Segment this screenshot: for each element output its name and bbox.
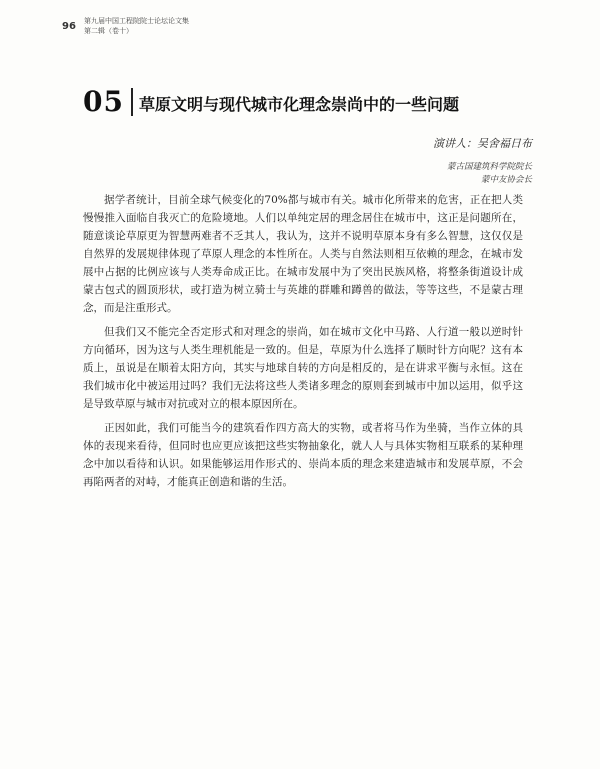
speaker-role-1: 蒙古国建筑科学院院长: [446, 162, 532, 172]
chapter-title: 草原文明与现代城市化理念崇尚中的一些问题: [138, 95, 459, 114]
chapter-title-block: [83, 85, 459, 118]
header-line-2: 第二辑（卷十）: [84, 27, 133, 35]
speaker-block: [433, 135, 532, 187]
speaker-name: 演讲人：吴舍福日布: [433, 137, 532, 150]
paragraph-3: 正因如此，我们可能当今的建筑看作四方高大的实物，或者将马作为坐骑，当作立体的具体的表现来看待，但同时也应更应该把这些实物抽象化，就人人与具体实物相互联系的某种理念中加以看待和认识。如果能够运用作形式的、崇尚本质的理念来建造城市和发展草原，不会再陷两者的对峙，才能真正创造和谐的生活。: [83, 422, 523, 488]
paragraph-1: 据学者统计，目前全球气候变化的70%都与城市有关。城市化所带来的危害，正在把人类慢慢推入面临自我灭亡的危险境地。人们以单纯定居的理念居住在城市中，这正是问题所在，随意谈论草原更为智慧两难者不乏其人，我认为，这并不说明草原本身有多么智慧，这仅仅是自然界的发展规律体现了草原人理念的本性所在。人类与自然法则相互依赖的理念，在城市发展中占据的比例应该与人类寿命成正比。在城市发展中为了突出民族风格，将整条街道设计成蒙古包式的圆顶形状，或打造为树立骑士与英雄的群雕和蹲兽的做法，等等这些，不是蒙古理念，而是注重形式。: [83, 194, 523, 314]
paragraph-2: 但我们又不能完全否定形式和对理念的崇尚，如在城市文化中马路、人行道一般以逆时针方向循环，因为这与人类生理机能是一致的。但是，草原为什么选择了顺时针方向呢？这有本质上，虽说是在顺着太阳方向，其实与地球自转的方向是相反的，是在讲求平衡与永恒。这在我们城市化中被运用过吗？我们无法将这些人类诸多理念的原则套到城市中加以运用，似乎这是导致草原与城市对抗或对立的根本原因所在。: [83, 326, 523, 410]
page-number: 96: [62, 21, 76, 32]
chapter-number: 05: [83, 85, 124, 118]
title-divider: [131, 88, 133, 116]
header-line-1: 第九届中国工程院院士论坛论文集: [84, 17, 189, 25]
article-body: [83, 191, 523, 497]
speaker-role-2: 蒙中友协会长: [480, 175, 532, 185]
running-header: [62, 16, 189, 36]
